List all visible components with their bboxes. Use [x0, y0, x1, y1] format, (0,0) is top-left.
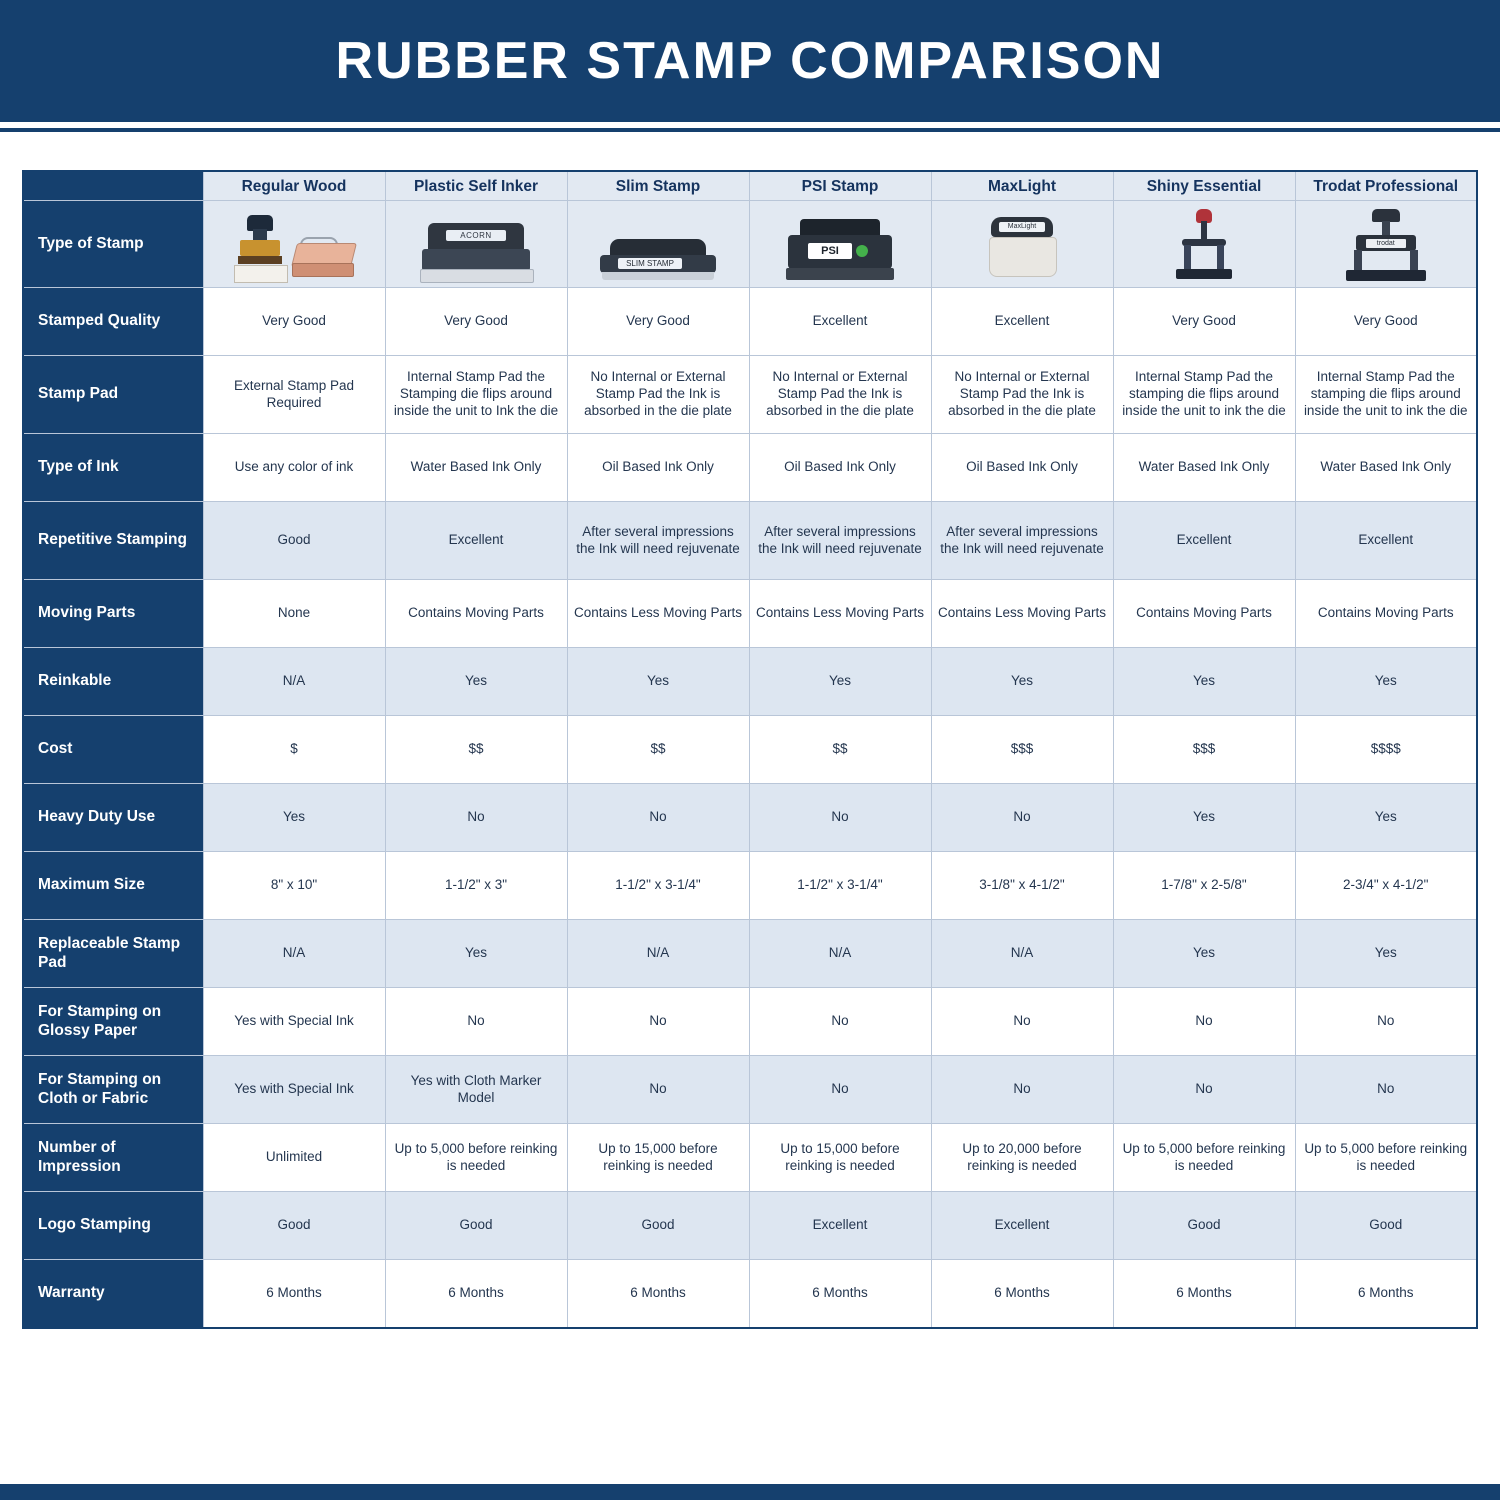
cell-reinkable-slim-stamp: Yes: [567, 648, 749, 716]
table-row-reinkable: [23, 648, 1477, 716]
table-row-stamp-pad: [23, 356, 1477, 434]
table-row-logo-stamping: [23, 1192, 1477, 1260]
cell-glossy-paper-plastic-self-inker: No: [385, 988, 567, 1056]
cell-warranty-maxlight: 6 Months: [931, 1260, 1113, 1328]
row-label-cloth-or-fabric: For Stamping on Cloth or Fabric: [23, 1056, 203, 1124]
cell-stamp-pad-plastic-self-inker: Internal Stamp Pad the Stamping die flips around inside the unit to Ink the die: [385, 356, 567, 434]
cell-maximum-size-plastic-self-inker: 1-1/2" x 3": [385, 852, 567, 920]
cell-logo-stamping-plastic-self-inker: Good: [385, 1192, 567, 1260]
cell-reinkable-trodat-professional: Yes: [1295, 648, 1477, 716]
cell-moving-parts-maxlight: Contains Less Moving Parts: [931, 580, 1113, 648]
cell-glossy-paper-maxlight: No: [931, 988, 1113, 1056]
cell-type-of-ink-maxlight: Oil Based Ink Only: [931, 434, 1113, 502]
table-row-cloth-or-fabric: [23, 1056, 1477, 1124]
cell-type-of-ink-psi-stamp: Oil Based Ink Only: [749, 434, 931, 502]
table-row-repetitive-stamping: [23, 502, 1477, 580]
cell-image-slim-stamp: [567, 201, 749, 288]
column-header-shiny-essential: Shiny Essential: [1113, 171, 1295, 201]
self-inker-brand-label: ACORN: [446, 230, 506, 241]
cell-replaceable-stamp-pad-shiny-essential: Yes: [1113, 920, 1295, 988]
cell-image-plastic-self-inker: [385, 201, 567, 288]
maxlight-stamp-icon: [985, 215, 1059, 285]
cell-cloth-or-fabric-plastic-self-inker: Yes with Cloth Marker Model: [385, 1056, 567, 1124]
cell-logo-stamping-trodat-professional: Good: [1295, 1192, 1477, 1260]
cell-heavy-duty-use-psi-stamp: No: [749, 784, 931, 852]
cell-warranty-trodat-professional: 6 Months: [1295, 1260, 1477, 1328]
table-row-warranty: [23, 1260, 1477, 1328]
cell-cost-plastic-self-inker: $$: [385, 716, 567, 784]
trodat-brand-label: trodat: [1366, 239, 1406, 248]
table-row-heavy-duty-use: [23, 784, 1477, 852]
cell-reinkable-shiny-essential: Yes: [1113, 648, 1295, 716]
row-label-glossy-paper: For Stamping on Glossy Paper: [23, 988, 203, 1056]
cell-heavy-duty-use-maxlight: No: [931, 784, 1113, 852]
row-label-number-of-impression: Number of Impression: [23, 1124, 203, 1192]
table-header-row: [23, 171, 1477, 201]
maxlight-brand-label: MaxLight: [999, 222, 1045, 232]
slim-stamp-icon: [600, 233, 716, 285]
cell-stamp-pad-slim-stamp: No Internal or External Stamp Pad the Ink is absorbed in the die plate: [567, 356, 749, 434]
cell-cost-maxlight: $$$: [931, 716, 1113, 784]
table-container: [0, 132, 1500, 1329]
cell-moving-parts-plastic-self-inker: Contains Moving Parts: [385, 580, 567, 648]
cell-moving-parts-psi-stamp: Contains Less Moving Parts: [749, 580, 931, 648]
cell-replaceable-stamp-pad-slim-stamp: N/A: [567, 920, 749, 988]
cell-maximum-size-shiny-essential: 1-7/8" x 2-5/8": [1113, 852, 1295, 920]
cell-stamp-pad-regular-wood: External Stamp Pad Required: [203, 356, 385, 434]
row-label-cost: Cost: [23, 716, 203, 784]
cell-glossy-paper-psi-stamp: No: [749, 988, 931, 1056]
cell-glossy-paper-shiny-essential: No: [1113, 988, 1295, 1056]
cell-number-of-impression-trodat-professional: Up to 5,000 before reinking is needed: [1295, 1124, 1477, 1192]
cell-number-of-impression-plastic-self-inker: Up to 5,000 before reinking is needed: [385, 1124, 567, 1192]
cell-maximum-size-maxlight: 3-1/8" x 4-1/2": [931, 852, 1113, 920]
cell-stamped-quality-regular-wood: Very Good: [203, 288, 385, 356]
cell-cloth-or-fabric-trodat-professional: No: [1295, 1056, 1477, 1124]
table-row-moving-parts: [23, 580, 1477, 648]
cell-cost-shiny-essential: $$$: [1113, 716, 1295, 784]
cell-reinkable-maxlight: Yes: [931, 648, 1113, 716]
cell-moving-parts-shiny-essential: Contains Moving Parts: [1113, 580, 1295, 648]
cell-repetitive-stamping-trodat-professional: Excellent: [1295, 502, 1477, 580]
cell-repetitive-stamping-psi-stamp: After several impressions the Ink will need rejuvenate: [749, 502, 931, 580]
cell-warranty-regular-wood: 6 Months: [203, 1260, 385, 1328]
row-label-repetitive-stamping: Repetitive Stamping: [23, 502, 203, 580]
cell-logo-stamping-regular-wood: Good: [203, 1192, 385, 1260]
cell-maximum-size-psi-stamp: 1-1/2" x 3-1/4": [749, 852, 931, 920]
cell-replaceable-stamp-pad-psi-stamp: N/A: [749, 920, 931, 988]
cell-heavy-duty-use-slim-stamp: No: [567, 784, 749, 852]
row-label-type-of-stamp: Type of Stamp: [23, 201, 203, 288]
psi-stamp-icon: [786, 219, 894, 285]
cell-type-of-ink-regular-wood: Use any color of ink: [203, 434, 385, 502]
cell-maximum-size-slim-stamp: 1-1/2" x 3-1/4": [567, 852, 749, 920]
cell-stamped-quality-plastic-self-inker: Very Good: [385, 288, 567, 356]
cell-heavy-duty-use-shiny-essential: Yes: [1113, 784, 1295, 852]
cell-stamped-quality-maxlight: Excellent: [931, 288, 1113, 356]
table-row-type-of-stamp: [23, 201, 1477, 288]
cell-logo-stamping-slim-stamp: Good: [567, 1192, 749, 1260]
cell-stamped-quality-slim-stamp: Very Good: [567, 288, 749, 356]
column-header-regular-wood: Regular Wood: [203, 171, 385, 201]
table-row-stamped-quality: [23, 288, 1477, 356]
cell-repetitive-stamping-slim-stamp: After several impressions the Ink will need rejuvenate: [567, 502, 749, 580]
cell-logo-stamping-psi-stamp: Excellent: [749, 1192, 931, 1260]
cell-glossy-paper-regular-wood: Yes with Special Ink: [203, 988, 385, 1056]
slim-brand-label: SLIM STAMP: [618, 258, 682, 269]
stamp-comparison-table: [22, 170, 1478, 1329]
cell-cloth-or-fabric-maxlight: No: [931, 1056, 1113, 1124]
table-corner: [23, 171, 203, 201]
cell-repetitive-stamping-maxlight: After several impressions the Ink will need rejuvenate: [931, 502, 1113, 580]
shiny-essential-stamp-icon: [1172, 209, 1236, 285]
cell-image-regular-wood: [203, 201, 385, 288]
cell-warranty-plastic-self-inker: 6 Months: [385, 1260, 567, 1328]
ink-pad-icon: [292, 235, 354, 285]
cell-moving-parts-trodat-professional: Contains Moving Parts: [1295, 580, 1477, 648]
cell-glossy-paper-slim-stamp: No: [567, 988, 749, 1056]
cell-stamped-quality-trodat-professional: Very Good: [1295, 288, 1477, 356]
cell-heavy-duty-use-plastic-self-inker: No: [385, 784, 567, 852]
cell-cost-slim-stamp: $$: [567, 716, 749, 784]
row-label-stamped-quality: Stamped Quality: [23, 288, 203, 356]
cell-number-of-impression-psi-stamp: Up to 15,000 before reinking is needed: [749, 1124, 931, 1192]
cell-image-trodat-professional: [1295, 201, 1477, 288]
cell-reinkable-plastic-self-inker: Yes: [385, 648, 567, 716]
cell-replaceable-stamp-pad-regular-wood: N/A: [203, 920, 385, 988]
row-label-maximum-size: Maximum Size: [23, 852, 203, 920]
cell-image-psi-stamp: [749, 201, 931, 288]
cell-type-of-ink-plastic-self-inker: Water Based Ink Only: [385, 434, 567, 502]
cell-warranty-shiny-essential: 6 Months: [1113, 1260, 1295, 1328]
cell-number-of-impression-regular-wood: Unlimited: [203, 1124, 385, 1192]
cell-cloth-or-fabric-psi-stamp: No: [749, 1056, 931, 1124]
cell-cloth-or-fabric-regular-wood: Yes with Special Ink: [203, 1056, 385, 1124]
cell-repetitive-stamping-regular-wood: Good: [203, 502, 385, 580]
cell-image-maxlight: [931, 201, 1113, 288]
cell-replaceable-stamp-pad-maxlight: N/A: [931, 920, 1113, 988]
row-label-logo-stamping: Logo Stamping: [23, 1192, 203, 1260]
cell-cost-regular-wood: $: [203, 716, 385, 784]
table-row-cost: [23, 716, 1477, 784]
cell-repetitive-stamping-plastic-self-inker: Excellent: [385, 502, 567, 580]
cell-number-of-impression-maxlight: Up to 20,000 before reinking is needed: [931, 1124, 1113, 1192]
column-header-trodat-professional: Trodat Professional: [1295, 171, 1477, 201]
column-header-maxlight: MaxLight: [931, 171, 1113, 201]
cell-warranty-psi-stamp: 6 Months: [749, 1260, 931, 1328]
row-label-reinkable: Reinkable: [23, 648, 203, 716]
row-label-stamp-pad: Stamp Pad: [23, 356, 203, 434]
cell-type-of-ink-slim-stamp: Oil Based Ink Only: [567, 434, 749, 502]
cell-reinkable-regular-wood: N/A: [203, 648, 385, 716]
table-row-maximum-size: [23, 852, 1477, 920]
table-row-type-of-ink: [23, 434, 1477, 502]
footer-bar: [0, 1484, 1500, 1500]
cell-logo-stamping-shiny-essential: Good: [1113, 1192, 1295, 1260]
cell-logo-stamping-maxlight: Excellent: [931, 1192, 1113, 1260]
row-label-replaceable-stamp-pad: Replaceable Stamp Pad: [23, 920, 203, 988]
column-header-psi-stamp: PSI Stamp: [749, 171, 931, 201]
table-row-replaceable-stamp-pad: [23, 920, 1477, 988]
cell-repetitive-stamping-shiny-essential: Excellent: [1113, 502, 1295, 580]
cell-heavy-duty-use-trodat-professional: Yes: [1295, 784, 1477, 852]
cell-warranty-slim-stamp: 6 Months: [567, 1260, 749, 1328]
cell-cloth-or-fabric-slim-stamp: No: [567, 1056, 749, 1124]
cell-moving-parts-regular-wood: None: [203, 580, 385, 648]
cell-stamp-pad-trodat-professional: Internal Stamp Pad the stamping die flips around inside the unit to ink the die: [1295, 356, 1477, 434]
self-inker-stamp-icon: [420, 221, 532, 285]
cell-stamp-pad-shiny-essential: Internal Stamp Pad the stamping die flips around inside the unit to ink the die: [1113, 356, 1295, 434]
cell-stamped-quality-psi-stamp: Excellent: [749, 288, 931, 356]
page-title: RUBBER STAMP COMPARISON: [335, 31, 1165, 90]
cell-type-of-ink-trodat-professional: Water Based Ink Only: [1295, 434, 1477, 502]
row-label-warranty: Warranty: [23, 1260, 203, 1328]
psi-brand-label: PSI: [808, 243, 852, 259]
cell-stamp-pad-maxlight: No Internal or External Stamp Pad the Ink is absorbed in the die plate: [931, 356, 1113, 434]
cell-cost-psi-stamp: $$: [749, 716, 931, 784]
cell-cost-trodat-professional: $$$$: [1295, 716, 1477, 784]
page-header: [0, 0, 1500, 122]
cell-maximum-size-regular-wood: 8" x 10": [203, 852, 385, 920]
column-header-slim-stamp: Slim Stamp: [567, 171, 749, 201]
wood-stamp-icon: [234, 213, 286, 285]
cell-type-of-ink-shiny-essential: Water Based Ink Only: [1113, 434, 1295, 502]
cell-stamp-pad-psi-stamp: No Internal or External Stamp Pad the Ink is absorbed in the die plate: [749, 356, 931, 434]
column-header-plastic-self-inker: Plastic Self Inker: [385, 171, 567, 201]
trodat-professional-stamp-icon: [1344, 209, 1428, 285]
cell-cloth-or-fabric-shiny-essential: No: [1113, 1056, 1295, 1124]
cell-number-of-impression-shiny-essential: Up to 5,000 before reinking is needed: [1113, 1124, 1295, 1192]
cell-maximum-size-trodat-professional: 2-3/4" x 4-1/2": [1295, 852, 1477, 920]
cell-number-of-impression-slim-stamp: Up to 15,000 before reinking is needed: [567, 1124, 749, 1192]
cell-moving-parts-slim-stamp: Contains Less Moving Parts: [567, 580, 749, 648]
cell-glossy-paper-trodat-professional: No: [1295, 988, 1477, 1056]
cell-heavy-duty-use-regular-wood: Yes: [203, 784, 385, 852]
cell-stamped-quality-shiny-essential: Very Good: [1113, 288, 1295, 356]
cell-reinkable-psi-stamp: Yes: [749, 648, 931, 716]
cell-image-shiny-essential: [1113, 201, 1295, 288]
row-label-heavy-duty-use: Heavy Duty Use: [23, 784, 203, 852]
row-label-type-of-ink: Type of Ink: [23, 434, 203, 502]
row-label-moving-parts: Moving Parts: [23, 580, 203, 648]
table-row-number-of-impression: [23, 1124, 1477, 1192]
table-row-glossy-paper: [23, 988, 1477, 1056]
cell-replaceable-stamp-pad-trodat-professional: Yes: [1295, 920, 1477, 988]
cell-replaceable-stamp-pad-plastic-self-inker: Yes: [385, 920, 567, 988]
